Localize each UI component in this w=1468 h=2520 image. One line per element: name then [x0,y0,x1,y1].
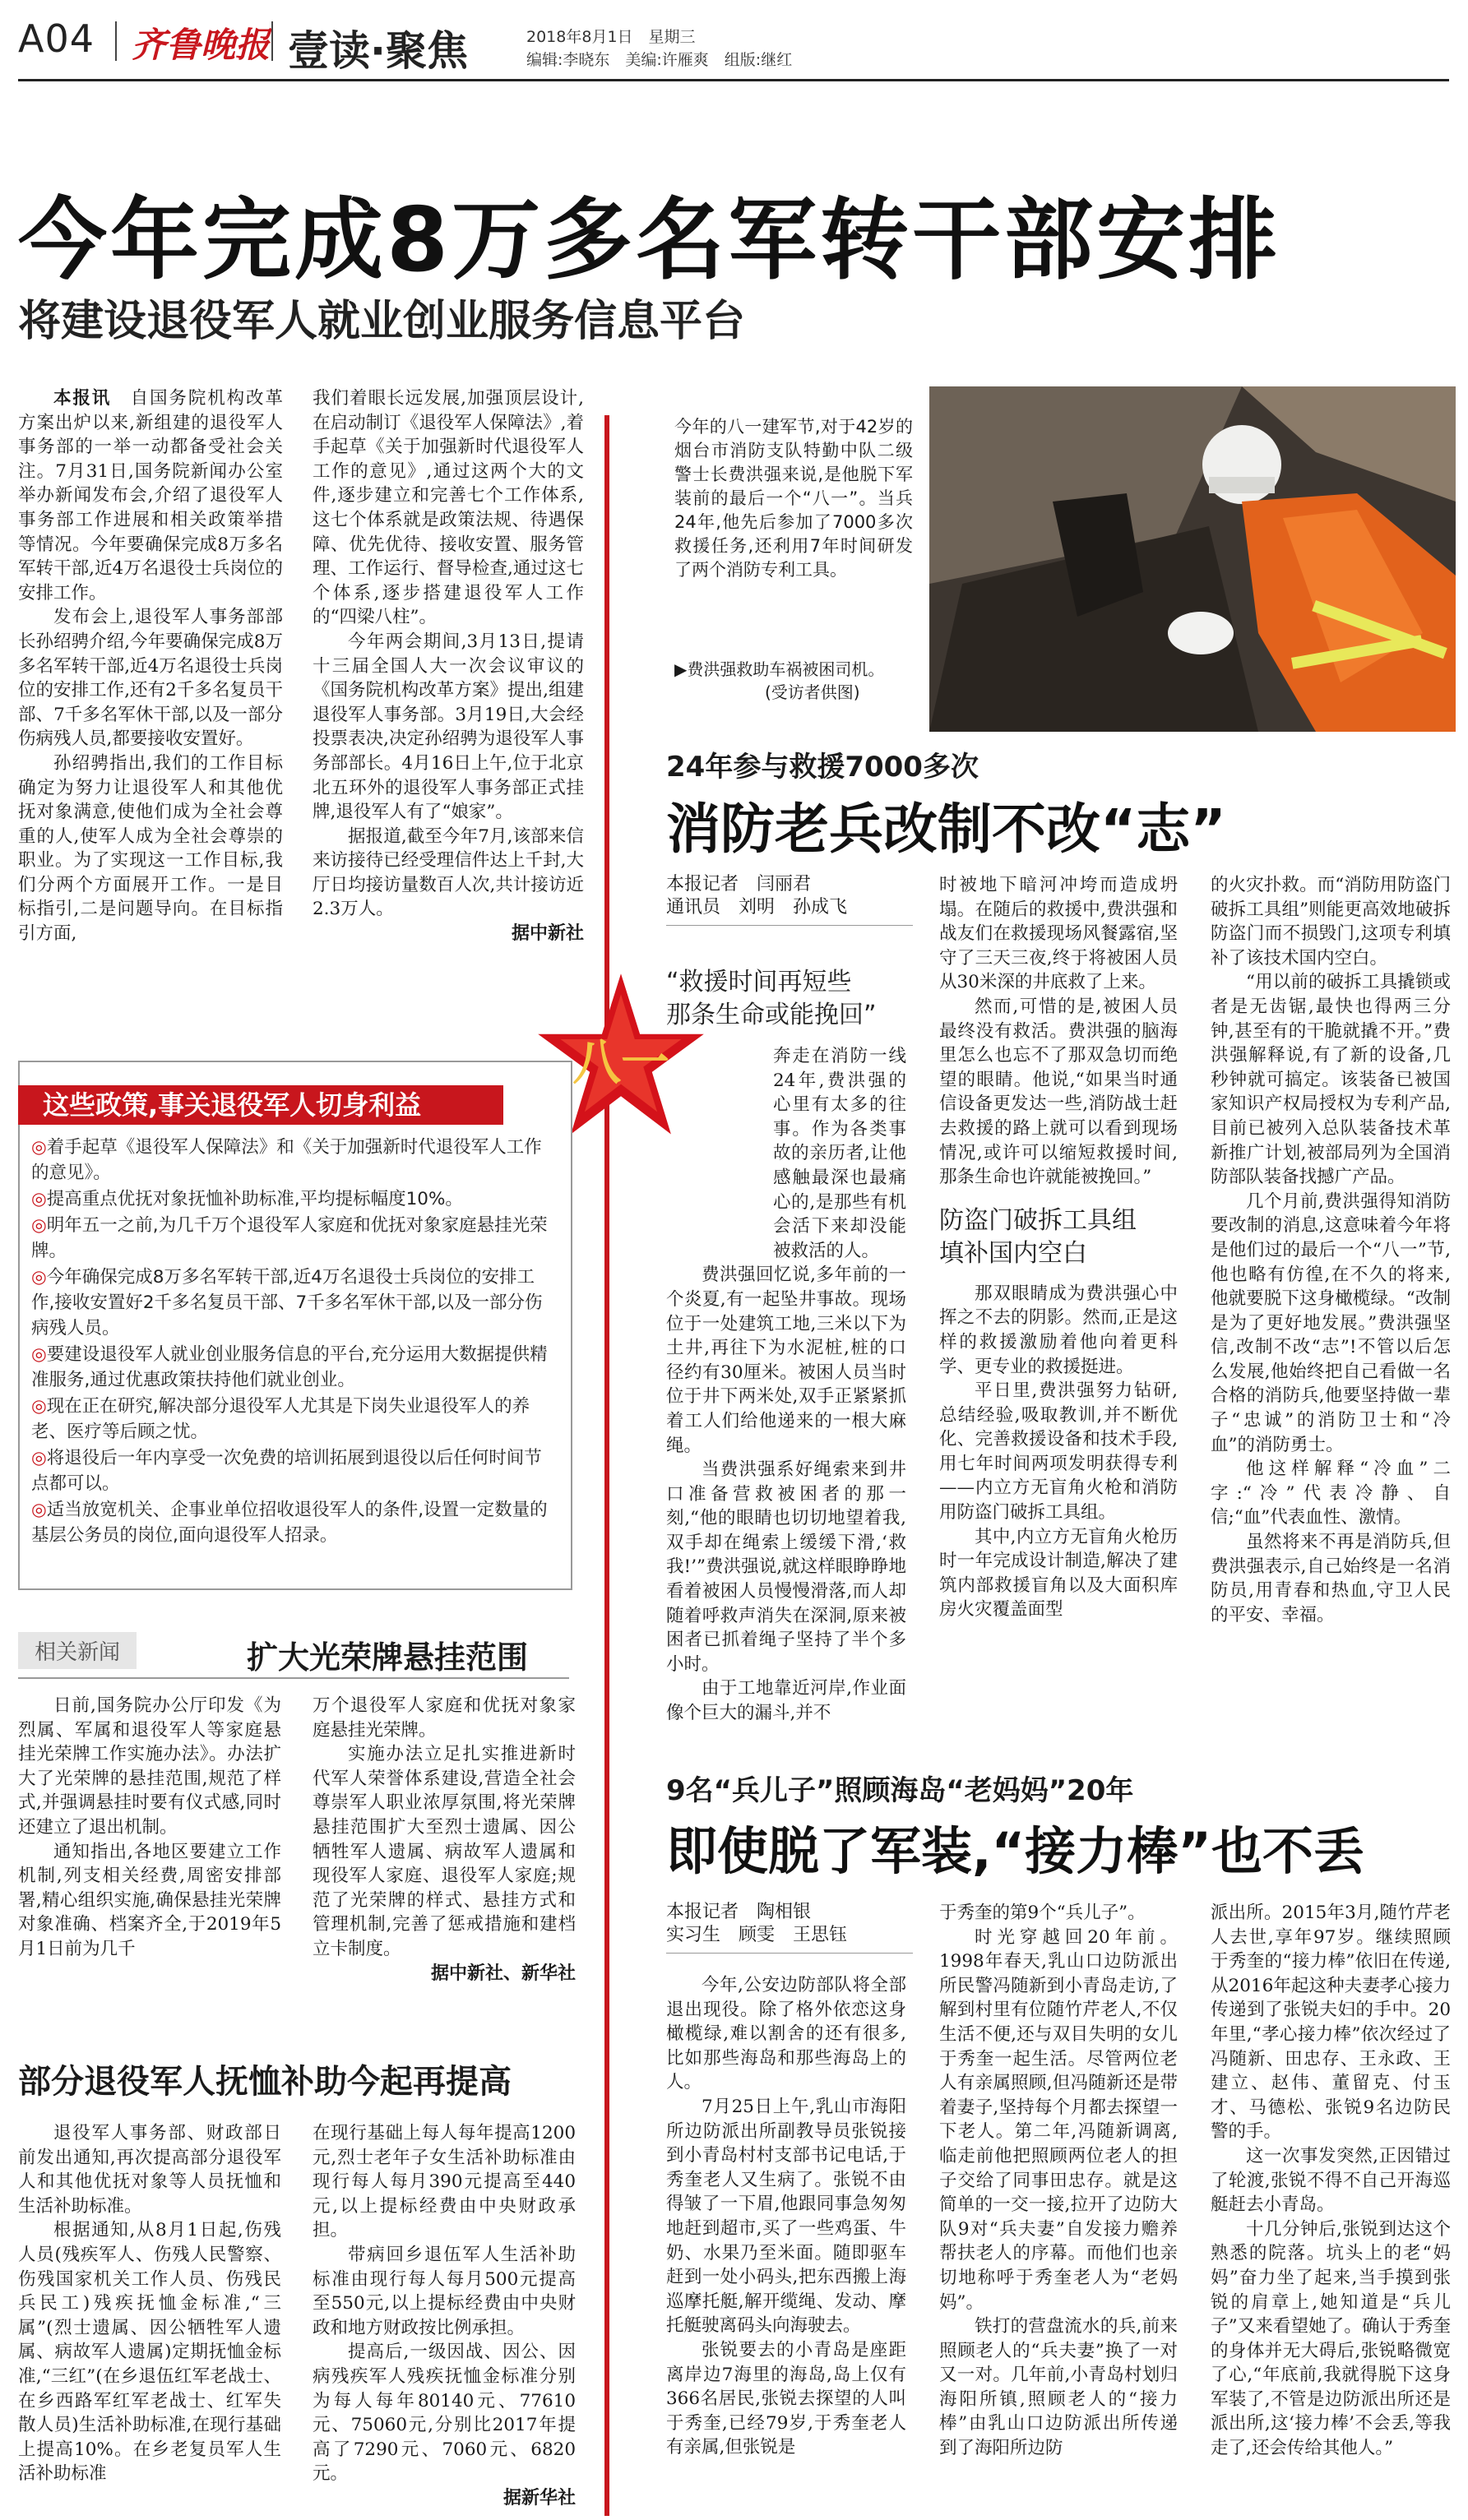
list-item: ◎适当放宽机关、企事业单位招收退役军人的条件,设置一定数量的基层公务员的岗位,面向退役军人招录。 [31,1500,548,1546]
main-story-col1 [18,386,283,946]
editors-credit: 编辑:李晓东 美编:许雁爽 组版:继红 [526,51,793,69]
paragraph: 日前,国务院办公厅印发《为烈属、军属和退役军人等家庭悬挂光荣牌工作实施办法》。办法扩大了光荣牌的悬挂范围,规范了样式,并强调悬挂时要有仪式感,同时还建立了退出机制。 [18,1695,281,1838]
list-item: ◎要建设退役军人就业创业服务信息的平台,充分运用大数据提供精准服务,通过优惠政策扶持他们就业创业。 [31,1344,548,1390]
firefighter-subhead-2: 防盗门破拆工具组 填补国内空白 [939,1205,1137,1268]
divider [666,1953,913,1954]
lead-label: 本报讯 [53,388,112,409]
paragraph: 时光穿越回20年前。1998年春天,乳山口边防派出所民警冯随新到小青岛走访,了解到村里有位随竹芹老人,不仅生活不便,还与双目失明的女儿于秀奎一起生活。尽管两位老人有亲属照顾,但冯随新还是带着妻子,坚持每个月都去探望一下老人。第二年,冯随新调离,临走前他把照顾两位老人的担子交给了同事田忠存。就是这简单的一交一接,拉开了边防大队9对“兵夫妻”自发接力赡养帮扶老人的序幕。而他们也亲切地称呼于秀奎老人为“老妈妈”。 [939,1926,1178,2313]
firefighter-kicker: 24年参与救援7000多次 [666,751,979,784]
list-item: ◎明年五一之前,为几千万个退役军人家庭和优抚对象家庭悬挂光荣牌。 [31,1215,548,1261]
paper-name: 齐鲁晚报 [132,25,271,65]
bullet-icon: ◎ [31,1137,47,1158]
paragraph: 几个月前,费洪强得知消防要改制的消息,这意味着今年将是他们过的最后一个“八一”节,他也略有仿徨,在不久的将来,他就要脱下这身橄榄绿。“改制是为了更好地发展。”费洪强坚信,改制不改“志”!不管以后怎么发展,他始终把自己看做一名合格的消防兵,他要坚持做一辈子“忠诚”的消防卫士和“冷血”的消防勇士。 [1211,1191,1451,1455]
paragraph: 我们着眼长远发展,加强顶层设计,在启动制订《退役军人保障法》,着手起草《关于加强新时代退役军人工作的意见》,通过这两个大的文件,逐步建立和完善七个工作体系,这七个体系就是政策法规、待遇保障、优先优待、接收安置、服务管理、工作运行、督导检查,通过这七个体系,逐步搭建退役军人工作的“四梁八柱”。 [313,388,584,628]
paragraph: 自国务院机构改革方案出炉以来,新组建的退役军人事务部的一举一动都备受社会关注。7月31日,国务院新闻办公室举办新闻发布会,介绍了退役军人事务部工作进展和相关政策举措等情况。今年要确保完成8万多名军转干部,近4万名退役士兵岗位的安排工作。 [18,388,283,603]
paragraph: 张锐要去的小青岛是座距离岸边7海里的海岛,岛上仅有366名居民,张锐去探望的人叫于秀奎,已经79岁,于秀奎老人有亲属,但张锐是 [666,2339,906,2458]
paragraph: 今年两会期间,3月13日,提请十三届全国人大一次会议审议的《国务院机构改革方案》提出,组建退役军人事务部。3月19日,大会经投票表决,决定孙绍骋为退役军人事务部部长。4月16日上午,位于北京北五环外的退役军人事务部正式挂牌,退役军人有了“娘家”。 [313,631,584,823]
paragraph: 提高后,一级因战、因公、因病残疾军人残疾抚恤金标准分别为每人每年80140元、77610元、75060元,分别比2017年提高了7290元、7060元、6820元。 [313,2342,576,2485]
bullet-icon: ◎ [31,1396,47,1417]
allowance-col2 [313,2121,576,2511]
paragraph: 那双眼睛成为费洪强心中挥之不去的阴影。然而,正是这样的救援激励着他向着更科学、更专业的救援挺进。 [939,1283,1178,1377]
paragraph: “用以前的破拆工具撬锁或者是无齿锯,最快也得两三分钟,甚至有的干脆就撬不开。”费洪强解释说,有了新的设备,几秒钟就可搞定。该装备已被国家知识产权局授权为专利产品,目前已被列入总队装备技术革新推广计划,被部局列为全国消防部队装备找撼广产品。 [1211,972,1451,1188]
allowance-col1 [18,2121,281,2486]
firefighter-headline: 消防老兵改制不改“志” [666,798,1226,861]
navy-byline: 本报记者 陶相银 实习生 顾雯 王思钰 [666,1902,848,1945]
bullet-icon: ◎ [31,1215,47,1236]
list-item: ◎将退役后一年内享受一次免费的培训拓展到退役以后任何时间节点都可以。 [31,1448,542,1494]
bullet-icon: ◎ [31,1448,47,1468]
divider [666,925,913,926]
photo-caption: ▶费洪强救助车祸被困司机。 [674,659,885,679]
paragraph: 派出所。2015年3月,随竹芹老人去世,享年97岁。继续照顾于秀奎的“接力棒”依旧在传递,从2016年起这种夫妻孝心接力传递到了张锐夫妇的手中。20年里,“孝心接力棒”依次经过了冯随新、田忠存、王永政、王建立、赵伟、董留克、付玉才、马德松、张锐9名边防民警的手。 [1211,1903,1451,2143]
bullet-icon: ◎ [31,1267,47,1288]
source-credit: 据中新社、新华社 [430,1963,576,1984]
paragraph: 十几分钟后,张锐到达这个熟悉的院落。坑头上的老“妈妈”奋力坐了起来,当手摸到张锐的肩章上,她知道是“兵儿子”又来看望她了。确认于秀奎的身体并无大碍后,张锐略微宽了心,“年底前,我就得脱下这身军装了,不管是边防派出所还是派出所,这‘接力棒’不会丢,等我走了,还会传给其他人。” [1211,2218,1451,2459]
navy-col2 [939,1901,1178,2461]
rescue-photo [929,386,1456,732]
related-news-tag: 相关新闻 [18,1632,137,1669]
section-title: 壹读·聚焦 [288,27,468,75]
masthead [0,0,1468,76]
masthead-rule [18,79,1449,81]
policy-list [31,1135,558,1549]
paragraph: 他这样解释“冷血”二字:“冷”代表冷静、自信;“血”代表血性、激情。 [1211,1459,1451,1528]
related-news-col2 [313,1694,576,1986]
list-item: ◎今年确保完成8万多名军转干部,近4万名退役士兵岗位的安排工作,接收安置好2千多名复员干部、7千多名军休干部,以及一部分伤病残人员。 [31,1267,543,1339]
divider [115,21,117,61]
paragraph: 这一次事发突然,正因错过了轮渡,张锐不得不自己开海巡艇赶去小青岛。 [1211,2145,1451,2216]
firefighter-col1 [666,1044,906,1726]
rescue-photo-illustration [929,386,1456,732]
allowance-headline: 部分退役军人抚恤补助今起再提高 [18,2063,512,2101]
paragraph: 7月25日上午,乳山市海阳所边防派出所副教导员张锐接到小青岛村村支部书记电话,于秀奎老人又生病了。张锐不由得皱了一下眉,他跟同事急匆匆地赶到超市,买了一些鸡蛋、牛奶、水果乃至米面。随即驱车赶到一处小码头,把东西搬上海巡摩托艇,解开缆绳、发动、摩托艇驶离码头向海驶去。 [666,2096,906,2337]
photo-caption-block [674,658,921,704]
paragraph: 实施办法立足扎实推进新时代军人荣誉体系建设,营造全社会尊崇军人职业浓厚氛围,将光荣牌悬挂范围扩大至烈士遗属、因公牺牲军人遗属、病故军人遗属和现役军人家庭、退役军人家庭;规范了光荣牌的样式、悬挂方式和管理机制,完善了惩戒措施和建档立卡制度。 [313,1744,576,1959]
paragraph: 当费洪强系好绳索来到井口准备营救被困者的那一刻,“他的眼睛也切切地望着我,双手却在绳索上缓缓下滑,‘救我!’”费洪强说,就这样眼睁睁地看着被困人员慢慢滑落,而人却随着呼救声消失在深洞,原来被困者已抓着绳子坚持了半个多小时。 [666,1459,906,1675]
list-item: ◎现在正在研究,解决部分退役军人尤其是下岗失业退役军人的养老、医疗等后顾之忧。 [31,1396,530,1442]
navy-col1 [666,1973,906,2460]
paragraph: 其中,内立方无盲角火枪历时一年完成设计制造,解决了建筑内部救援盲角以及大面积库房火灾覆盖面型 [939,1526,1178,1621]
firefighter-subhead-1: “救援时间再短些 那条生命或能挽回” [666,968,877,1029]
divider [18,1677,569,1679]
bullet-icon: ◎ [31,1344,47,1365]
paragraph: 然而,可惜的是,被困人员最终没有救活。费洪强的脑海里怎么也忘不了那双急切而绝望的眼睛。他说,“如果当时通信设备更发达一些,消防战士赶去救援的路上就可以看到现场情况,或许可以缩短救援时间,那条生命也许就能被挽回。” [939,996,1178,1188]
paragraph: 发布会上,退役军人事务部部长孙绍骋介绍,今年要确保完成8万多名军转干部,近4万名退役士兵岗位的安排工作,还有2千多名复员干部、7千多名军休干部,以及一部分伤病残人员,都要接收安置好。 [18,607,283,750]
list-item: ◎着手起草《退役军人保障法》和《关于加强新时代退役军人工作的意见》。 [31,1137,542,1183]
paragraph: 孙绍骋指出,我们的工作目标确定为努力让退役军人和其他优抚对象满意,使他们成为全社会尊重的人,使军人成为全社会尊崇的职业。为了实现这一工作目标,我们分两个方面展开工作。一是目标指引,二是问题导向。在目标指引方面, [18,752,283,945]
paragraph: 通知指出,各地区要建立工作机制,列支相关经费,周密安排部署,精心组织实施,确保悬挂光荣牌对象准确、档案齐全,于2019年5月1日前为几千 [18,1841,281,1959]
paragraph: 带病回乡退伍军人生活补助标准由现行每人每月500元提高至550元,以上提标经费由中央财政和地方财政按比例承担。 [313,2244,576,2338]
svg-text:八一: 八一 [572,1033,669,1091]
paragraph: 费洪强回忆说,多年前的一个炎夏,有一起坠井事故。现场位于一处建筑工地,三米以下为土井,再往下为水泥桩,桩的口径约有30厘米。被困人员当时位于井下两米处,双手正紧紧抓着工人们给他递来的一根大麻绳。 [666,1265,906,1456]
paragraph: 今年,公安边防部队将全部退出现役。除了格外依恋这身橄榄绿,难以割舍的还有很多,比如那些海岛和那些海岛上的人。 [666,1975,906,2093]
paragraph: 时被地下暗河冲垮而造成坍塌。在随后的救援中,费洪强和战友们在救援现场风餐露宿,坚守了三天三夜,终于将被困人员从30米深的井底救了上来。 [939,875,1178,993]
bullet-icon: ◎ [31,1189,47,1209]
paragraph: 在现行基础上每人每年提高1200元,烈士老年子女生活补助标准由现行每人每月390元提高至440元,以上提标经费由中央财政承担。 [313,2123,576,2241]
paragraph: 虽然将来不再是消防兵,但费洪强表示,自己始终是一名消防员,用青春和热血,守卫人民的平安、幸福。 [1211,1532,1451,1625]
related-news-headline: 扩大光荣牌悬挂范围 [247,1639,529,1676]
source-credit: 据新华社 [502,2487,576,2508]
paragraph: 万个退役军人家庭和优抚对象家庭悬挂光荣牌。 [313,1695,576,1741]
paragraph: 根据通知,从8月1日起,伤残人员(残疾军人、伤残人民警察、伤残国家机关工作人员、伤残民兵民工)残疾抚恤金标准,“三属”(烈士遗属、因公牺牲军人遗属、病故军人遗属)定期抚恤金标准,“三红”(在乡退伍红军老战士、在乡西路军红军老战士、红军失散人员)生活补助标准,在现行基础上提高10%。在乡老复员军人生活补助标准 [18,2220,281,2485]
paragraph: 的火灾扑救。而“消防用防盗门破拆工具组”则能更高效地破拆防盗门而不损毁门,这项专利填补了该技术国内空白。 [1211,875,1451,969]
paragraph: 由于工地靠近河岸,作业面像个巨大的漏斗,并不 [666,1678,906,1724]
firefighter-byline: 本报记者 闫丽君 通讯员 刘明 孙成飞 [666,874,848,918]
paragraph: 奔走在消防一线24年,费洪强的心里有太多的往事。作为各类事故的亲历者,让他感触最深也最痛心的,是那些有机会活下来却没能被救活的人。 [773,1046,906,1261]
firefighter-intro: 今年的八一建军节,对于42岁的烟台市消防支队特勤中队二级警士长费洪强来说,是他脱下军装前的最后一个“八一”。当兵24年,他先后参加了7000多次救援任务,还利用7年时间研发了两个消防专利工具。 [674,417,913,580]
paragraph: 铁打的营盘流水的兵,前来照顾老人的“兵夫妻”换了一对又一对。几年前,小青岛村划归海阳所镇,照顾老人的“接力棒”由乳山口边防派出所传递到了海阳所边防 [939,2316,1178,2459]
page-number: A04 [18,16,95,61]
firefighter-col2 [939,873,1178,1622]
navy-col3 [1211,1901,1451,2461]
paragraph: 据报道,截至今年7月,该部来信来访接待已经受理信件达上千封,大厅日均接访量数百人次,共计接访近2.3万人。 [313,825,584,920]
policy-box-title: 这些政策,事关退役军人切身利益 [18,1085,503,1125]
red-divider [604,415,609,2516]
firefighter-col3 [1211,873,1451,1627]
list-item: ◎提高重点优抚对象抚恤补助标准,平均提标幅度10%。 [31,1189,463,1209]
related-news-col1 [18,1694,281,1962]
paragraph: 平日里,费洪强努力钻研,总结经验,吸取教训,并不断优化、完善救援设备和技术手段,用七年时间两项发明获得专利——内立方无盲角火枪和消防用防盗门破拆工具组。 [939,1380,1178,1524]
paragraph: 退役军人事务部、财政部日前发出通知,再次提高部分退役军人和其他优抚对象等人员抚恤和生活补助标准。 [18,2123,281,2217]
source-credit: 据中新社 [511,923,584,945]
main-story-col2 [313,386,584,946]
navy-kicker: 9名“兵儿子”照顾海岛“老妈妈”20年 [666,1774,1134,1807]
main-subheadline: 将建设退役军人就业创业服务信息平台 [18,297,746,346]
bullet-icon: ◎ [31,1500,47,1520]
navy-headline: 即使脱了军装,“接力棒”也不丢 [666,1821,1365,1881]
main-headline: 今年完成8万多名军转干部安排 [18,189,1281,292]
paragraph: 于秀奎的第9个“兵儿子”。 [939,1903,1146,1923]
photo-credit: (受访者供图) [765,682,860,702]
issue-date: 2018年8月1日 星期三 [526,28,696,46]
divider [271,21,273,61]
